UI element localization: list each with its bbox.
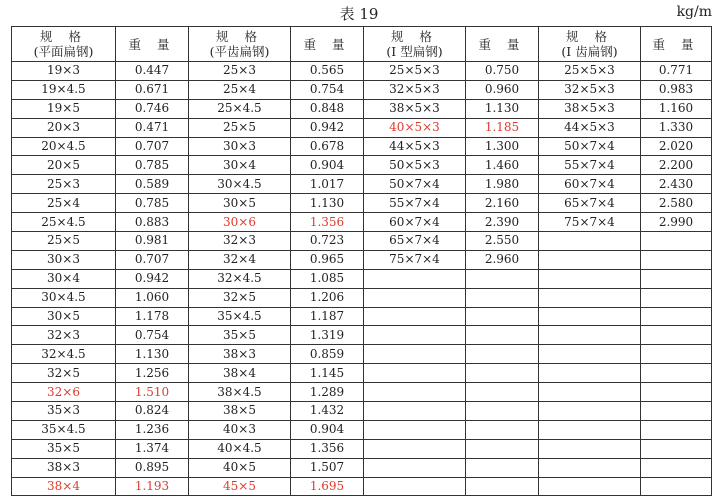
weight-cell: 1.236 bbox=[116, 420, 189, 439]
spec-cell bbox=[364, 326, 466, 345]
spec-cell: 32×4.5 bbox=[12, 345, 116, 364]
weight-cell bbox=[466, 307, 539, 326]
spec-cell: 38×4 bbox=[12, 477, 116, 496]
table-row bbox=[12, 477, 712, 496]
weight-cell: 1.160 bbox=[641, 99, 712, 118]
weight-cell: 2.020 bbox=[641, 137, 712, 156]
spec-cell bbox=[364, 458, 466, 477]
weight-cell bbox=[641, 477, 712, 496]
spec-cell: 30×5 bbox=[12, 307, 116, 326]
weight-cell: 1.289 bbox=[291, 383, 364, 402]
spec-cell: 30×4.5 bbox=[12, 288, 116, 307]
weight-cell bbox=[466, 420, 539, 439]
weight-header-2: 重 量 bbox=[291, 27, 364, 62]
spec-cell: 32×3 bbox=[189, 232, 291, 251]
spec-cell: 55×7×4 bbox=[539, 156, 641, 175]
spec-cell: 65×7×4 bbox=[364, 232, 466, 251]
weight-cell: 1.206 bbox=[291, 288, 364, 307]
weight-cell: 2.990 bbox=[641, 213, 712, 232]
weight-cell bbox=[641, 326, 712, 345]
table-row bbox=[12, 213, 712, 232]
weight-cell: 0.859 bbox=[291, 345, 364, 364]
weight-cell: 0.895 bbox=[116, 458, 189, 477]
weight-cell: 1.695 bbox=[291, 477, 364, 496]
weight-cell: 1.510 bbox=[116, 383, 189, 402]
spec-cell: 38×5×3 bbox=[539, 99, 641, 118]
weight-cell bbox=[641, 364, 712, 383]
weight-cell bbox=[641, 420, 712, 439]
weight-cell: 0.904 bbox=[291, 156, 364, 175]
weight-cell: 1.319 bbox=[291, 326, 364, 345]
spec-cell: 25×3 bbox=[12, 175, 116, 194]
weight-cell bbox=[641, 307, 712, 326]
weight-cell: 0.965 bbox=[291, 250, 364, 269]
weight-cell bbox=[466, 326, 539, 345]
weight-cell: 0.960 bbox=[466, 80, 539, 99]
weight-cell bbox=[641, 269, 712, 288]
spec-cell: 32×5×3 bbox=[539, 80, 641, 99]
weight-cell bbox=[641, 383, 712, 402]
spec-cell: 20×5 bbox=[12, 156, 116, 175]
spec-cell: 25×4.5 bbox=[189, 99, 291, 118]
spec-cell: 38×5 bbox=[189, 402, 291, 421]
spec-cell: 25×5×3 bbox=[539, 62, 641, 81]
weight-cell: 0.678 bbox=[291, 137, 364, 156]
weight-cell: 0.750 bbox=[466, 62, 539, 81]
weight-cell: 0.983 bbox=[641, 80, 712, 99]
weight-cell bbox=[466, 439, 539, 458]
weight-cell bbox=[641, 232, 712, 251]
weight-cell: 1.980 bbox=[466, 175, 539, 194]
table-row bbox=[12, 137, 712, 156]
spec-cell: 45×5 bbox=[189, 477, 291, 496]
weight-cell bbox=[641, 345, 712, 364]
weight-cell: 1.085 bbox=[291, 269, 364, 288]
spec-cell: 32×5 bbox=[189, 288, 291, 307]
spec-cell: 19×5 bbox=[12, 99, 116, 118]
weight-header-3: 重 量 bbox=[466, 27, 539, 62]
spec-cell: 60×7×4 bbox=[364, 213, 466, 232]
weight-cell: 1.185 bbox=[466, 118, 539, 137]
spec-cell: 35×4.5 bbox=[12, 420, 116, 439]
weight-cell: 1.145 bbox=[291, 364, 364, 383]
weight-cell: 0.785 bbox=[116, 156, 189, 175]
weight-cell: 0.771 bbox=[641, 62, 712, 81]
spec-cell bbox=[539, 364, 641, 383]
table-row bbox=[12, 194, 712, 213]
weight-cell: 0.848 bbox=[291, 99, 364, 118]
weight-cell: 0.671 bbox=[116, 80, 189, 99]
spec-cell: 32×3 bbox=[12, 326, 116, 345]
spec-cell: 20×4.5 bbox=[12, 137, 116, 156]
spec-cell: 32×4.5 bbox=[189, 269, 291, 288]
weight-cell: 1.330 bbox=[641, 118, 712, 137]
weight-cell bbox=[466, 345, 539, 364]
weight-cell: 2.430 bbox=[641, 175, 712, 194]
weight-cell: 0.471 bbox=[116, 118, 189, 137]
spec-cell: 25×4 bbox=[189, 80, 291, 99]
spec-cell bbox=[539, 288, 641, 307]
weight-cell bbox=[466, 477, 539, 496]
weight-cell: 0.942 bbox=[291, 118, 364, 137]
spec-cell: 75×7×4 bbox=[539, 213, 641, 232]
weight-cell bbox=[641, 439, 712, 458]
weight-cell bbox=[641, 402, 712, 421]
weight-cell: 1.460 bbox=[466, 156, 539, 175]
weight-cell: 1.130 bbox=[116, 345, 189, 364]
table-row bbox=[12, 99, 712, 118]
table-body bbox=[12, 62, 712, 496]
spec-cell: 19×4.5 bbox=[12, 80, 116, 99]
weight-cell: 0.707 bbox=[116, 137, 189, 156]
spec-cell: 30×4.5 bbox=[189, 175, 291, 194]
table-row bbox=[12, 269, 712, 288]
spec-cell bbox=[364, 307, 466, 326]
spec-cell bbox=[364, 477, 466, 496]
weight-cell bbox=[466, 288, 539, 307]
weight-cell: 1.130 bbox=[291, 194, 364, 213]
weight-cell: 2.160 bbox=[466, 194, 539, 213]
table-row bbox=[12, 156, 712, 175]
spec-cell: 19×3 bbox=[12, 62, 116, 81]
weight-cell: 0.942 bbox=[116, 269, 189, 288]
spec-cell bbox=[539, 307, 641, 326]
spec-header-2: 规 格 (平齿扁钢) bbox=[189, 27, 291, 62]
spec-cell: 38×5×3 bbox=[364, 99, 466, 118]
spec-cell: 30×6 bbox=[189, 213, 291, 232]
weight-cell: 1.130 bbox=[466, 99, 539, 118]
table-row bbox=[12, 439, 712, 458]
spec-cell: 50×5×3 bbox=[364, 156, 466, 175]
spec-cell bbox=[364, 288, 466, 307]
spec-cell bbox=[539, 269, 641, 288]
spec-cell: 38×3 bbox=[189, 345, 291, 364]
spec-cell bbox=[539, 402, 641, 421]
weight-cell: 1.178 bbox=[116, 307, 189, 326]
weight-cell: 2.580 bbox=[641, 194, 712, 213]
table-title: 表 19 bbox=[339, 5, 379, 23]
spec-cell: 32×6 bbox=[12, 383, 116, 402]
spec-cell bbox=[539, 232, 641, 251]
spec-header-4: 规 格 (I 齿扁钢) bbox=[539, 27, 641, 62]
weight-cell: 0.589 bbox=[116, 175, 189, 194]
spec-cell: 55×7×4 bbox=[364, 194, 466, 213]
weight-cell: 1.356 bbox=[291, 439, 364, 458]
spec-cell: 35×4.5 bbox=[189, 307, 291, 326]
weight-cell bbox=[466, 402, 539, 421]
spec-cell: 25×3 bbox=[189, 62, 291, 81]
table-row bbox=[12, 250, 712, 269]
spec-cell: 65×7×4 bbox=[539, 194, 641, 213]
table-row bbox=[12, 420, 712, 439]
weight-header-1: 重 量 bbox=[116, 27, 189, 62]
spec-cell: 25×4.5 bbox=[12, 213, 116, 232]
weight-cell: 1.187 bbox=[291, 307, 364, 326]
spec-cell: 32×4 bbox=[189, 250, 291, 269]
weight-cell bbox=[466, 383, 539, 402]
weight-cell bbox=[641, 288, 712, 307]
spec-cell: 30×4 bbox=[189, 156, 291, 175]
spec-cell: 38×4.5 bbox=[189, 383, 291, 402]
spec-cell: 32×5 bbox=[12, 364, 116, 383]
weight-cell: 0.785 bbox=[116, 194, 189, 213]
weight-cell bbox=[641, 458, 712, 477]
weight-cell: 1.300 bbox=[466, 137, 539, 156]
spec-cell: 32×5×3 bbox=[364, 80, 466, 99]
weight-cell: 2.200 bbox=[641, 156, 712, 175]
weight-cell: 0.981 bbox=[116, 232, 189, 251]
spec-cell bbox=[539, 345, 641, 364]
spec-cell: 38×4 bbox=[189, 364, 291, 383]
table-row bbox=[12, 118, 712, 137]
weight-cell bbox=[466, 269, 539, 288]
spec-cell: 25×5 bbox=[12, 232, 116, 251]
table-row bbox=[12, 175, 712, 194]
table-row bbox=[12, 326, 712, 345]
table-row bbox=[12, 80, 712, 99]
weight-header-4: 重 量 bbox=[641, 27, 712, 62]
unit-label: kg/m bbox=[676, 4, 712, 20]
weight-cell: 0.723 bbox=[291, 232, 364, 251]
spec-cell: 60×7×4 bbox=[539, 175, 641, 194]
spec-cell bbox=[364, 269, 466, 288]
table-row bbox=[12, 307, 712, 326]
spec-cell: 30×3 bbox=[189, 137, 291, 156]
spec-cell bbox=[364, 364, 466, 383]
weight-cell: 2.960 bbox=[466, 250, 539, 269]
spec-cell bbox=[539, 439, 641, 458]
weight-cell bbox=[466, 364, 539, 383]
weight-cell: 0.754 bbox=[291, 80, 364, 99]
table-row bbox=[12, 458, 712, 477]
spec-cell bbox=[539, 250, 641, 269]
table-row bbox=[12, 232, 712, 251]
spec-header-3: 规 格 (I 型扁钢) bbox=[364, 27, 466, 62]
spec-cell bbox=[364, 345, 466, 364]
spec-cell bbox=[539, 326, 641, 345]
weight-cell: 1.017 bbox=[291, 175, 364, 194]
spec-cell: 30×5 bbox=[189, 194, 291, 213]
spec-cell: 50×7×4 bbox=[539, 137, 641, 156]
spec-cell: 40×5×3 bbox=[364, 118, 466, 137]
spec-cell bbox=[364, 402, 466, 421]
spec-cell: 25×5 bbox=[189, 118, 291, 137]
spec-header-1: 规 格 (平面扁钢) bbox=[12, 27, 116, 62]
weight-cell: 0.447 bbox=[116, 62, 189, 81]
spec-cell: 40×4.5 bbox=[189, 439, 291, 458]
spec-cell: 35×5 bbox=[189, 326, 291, 345]
weight-cell: 0.565 bbox=[291, 62, 364, 81]
spec-cell: 38×3 bbox=[12, 458, 116, 477]
weight-cell bbox=[641, 250, 712, 269]
weight-cell: 2.390 bbox=[466, 213, 539, 232]
spec-cell: 35×5 bbox=[12, 439, 116, 458]
spec-cell: 20×3 bbox=[12, 118, 116, 137]
table-row bbox=[12, 62, 712, 81]
spec-cell bbox=[539, 458, 641, 477]
weight-cell: 1.060 bbox=[116, 288, 189, 307]
spec-cell: 25×5×3 bbox=[364, 62, 466, 81]
spec-cell bbox=[364, 420, 466, 439]
spec-cell: 35×3 bbox=[12, 402, 116, 421]
table-row bbox=[12, 402, 712, 421]
spec-cell bbox=[539, 383, 641, 402]
table-row bbox=[12, 288, 712, 307]
weight-cell: 0.707 bbox=[116, 250, 189, 269]
spec-cell bbox=[364, 383, 466, 402]
weight-cell: 0.824 bbox=[116, 402, 189, 421]
spec-cell: 50×7×4 bbox=[364, 175, 466, 194]
spec-cell bbox=[539, 477, 641, 496]
header-row bbox=[12, 27, 712, 62]
table-row bbox=[12, 383, 712, 402]
spec-cell bbox=[539, 420, 641, 439]
spec-cell: 30×4 bbox=[12, 269, 116, 288]
table-row bbox=[12, 364, 712, 383]
table-row bbox=[12, 345, 712, 364]
weight-cell: 0.883 bbox=[116, 213, 189, 232]
weight-cell: 1.193 bbox=[116, 477, 189, 496]
spec-cell bbox=[364, 439, 466, 458]
weight-cell bbox=[466, 458, 539, 477]
weight-cell: 0.754 bbox=[116, 326, 189, 345]
weight-cell: 2.550 bbox=[466, 232, 539, 251]
spec-cell: 75×7×4 bbox=[364, 250, 466, 269]
weight-cell: 1.374 bbox=[116, 439, 189, 458]
spec-cell: 30×3 bbox=[12, 250, 116, 269]
spec-cell: 25×4 bbox=[12, 194, 116, 213]
spec-cell: 44×5×3 bbox=[539, 118, 641, 137]
weight-cell: 0.904 bbox=[291, 420, 364, 439]
weight-cell: 0.746 bbox=[116, 99, 189, 118]
spec-cell: 40×3 bbox=[189, 420, 291, 439]
steel-weight-table bbox=[11, 26, 712, 496]
weight-cell: 1.432 bbox=[291, 402, 364, 421]
weight-cell: 1.507 bbox=[291, 458, 364, 477]
spec-cell: 40×5 bbox=[189, 458, 291, 477]
weight-cell: 1.256 bbox=[116, 364, 189, 383]
weight-cell: 1.356 bbox=[291, 213, 364, 232]
spec-cell: 44×5×3 bbox=[364, 137, 466, 156]
